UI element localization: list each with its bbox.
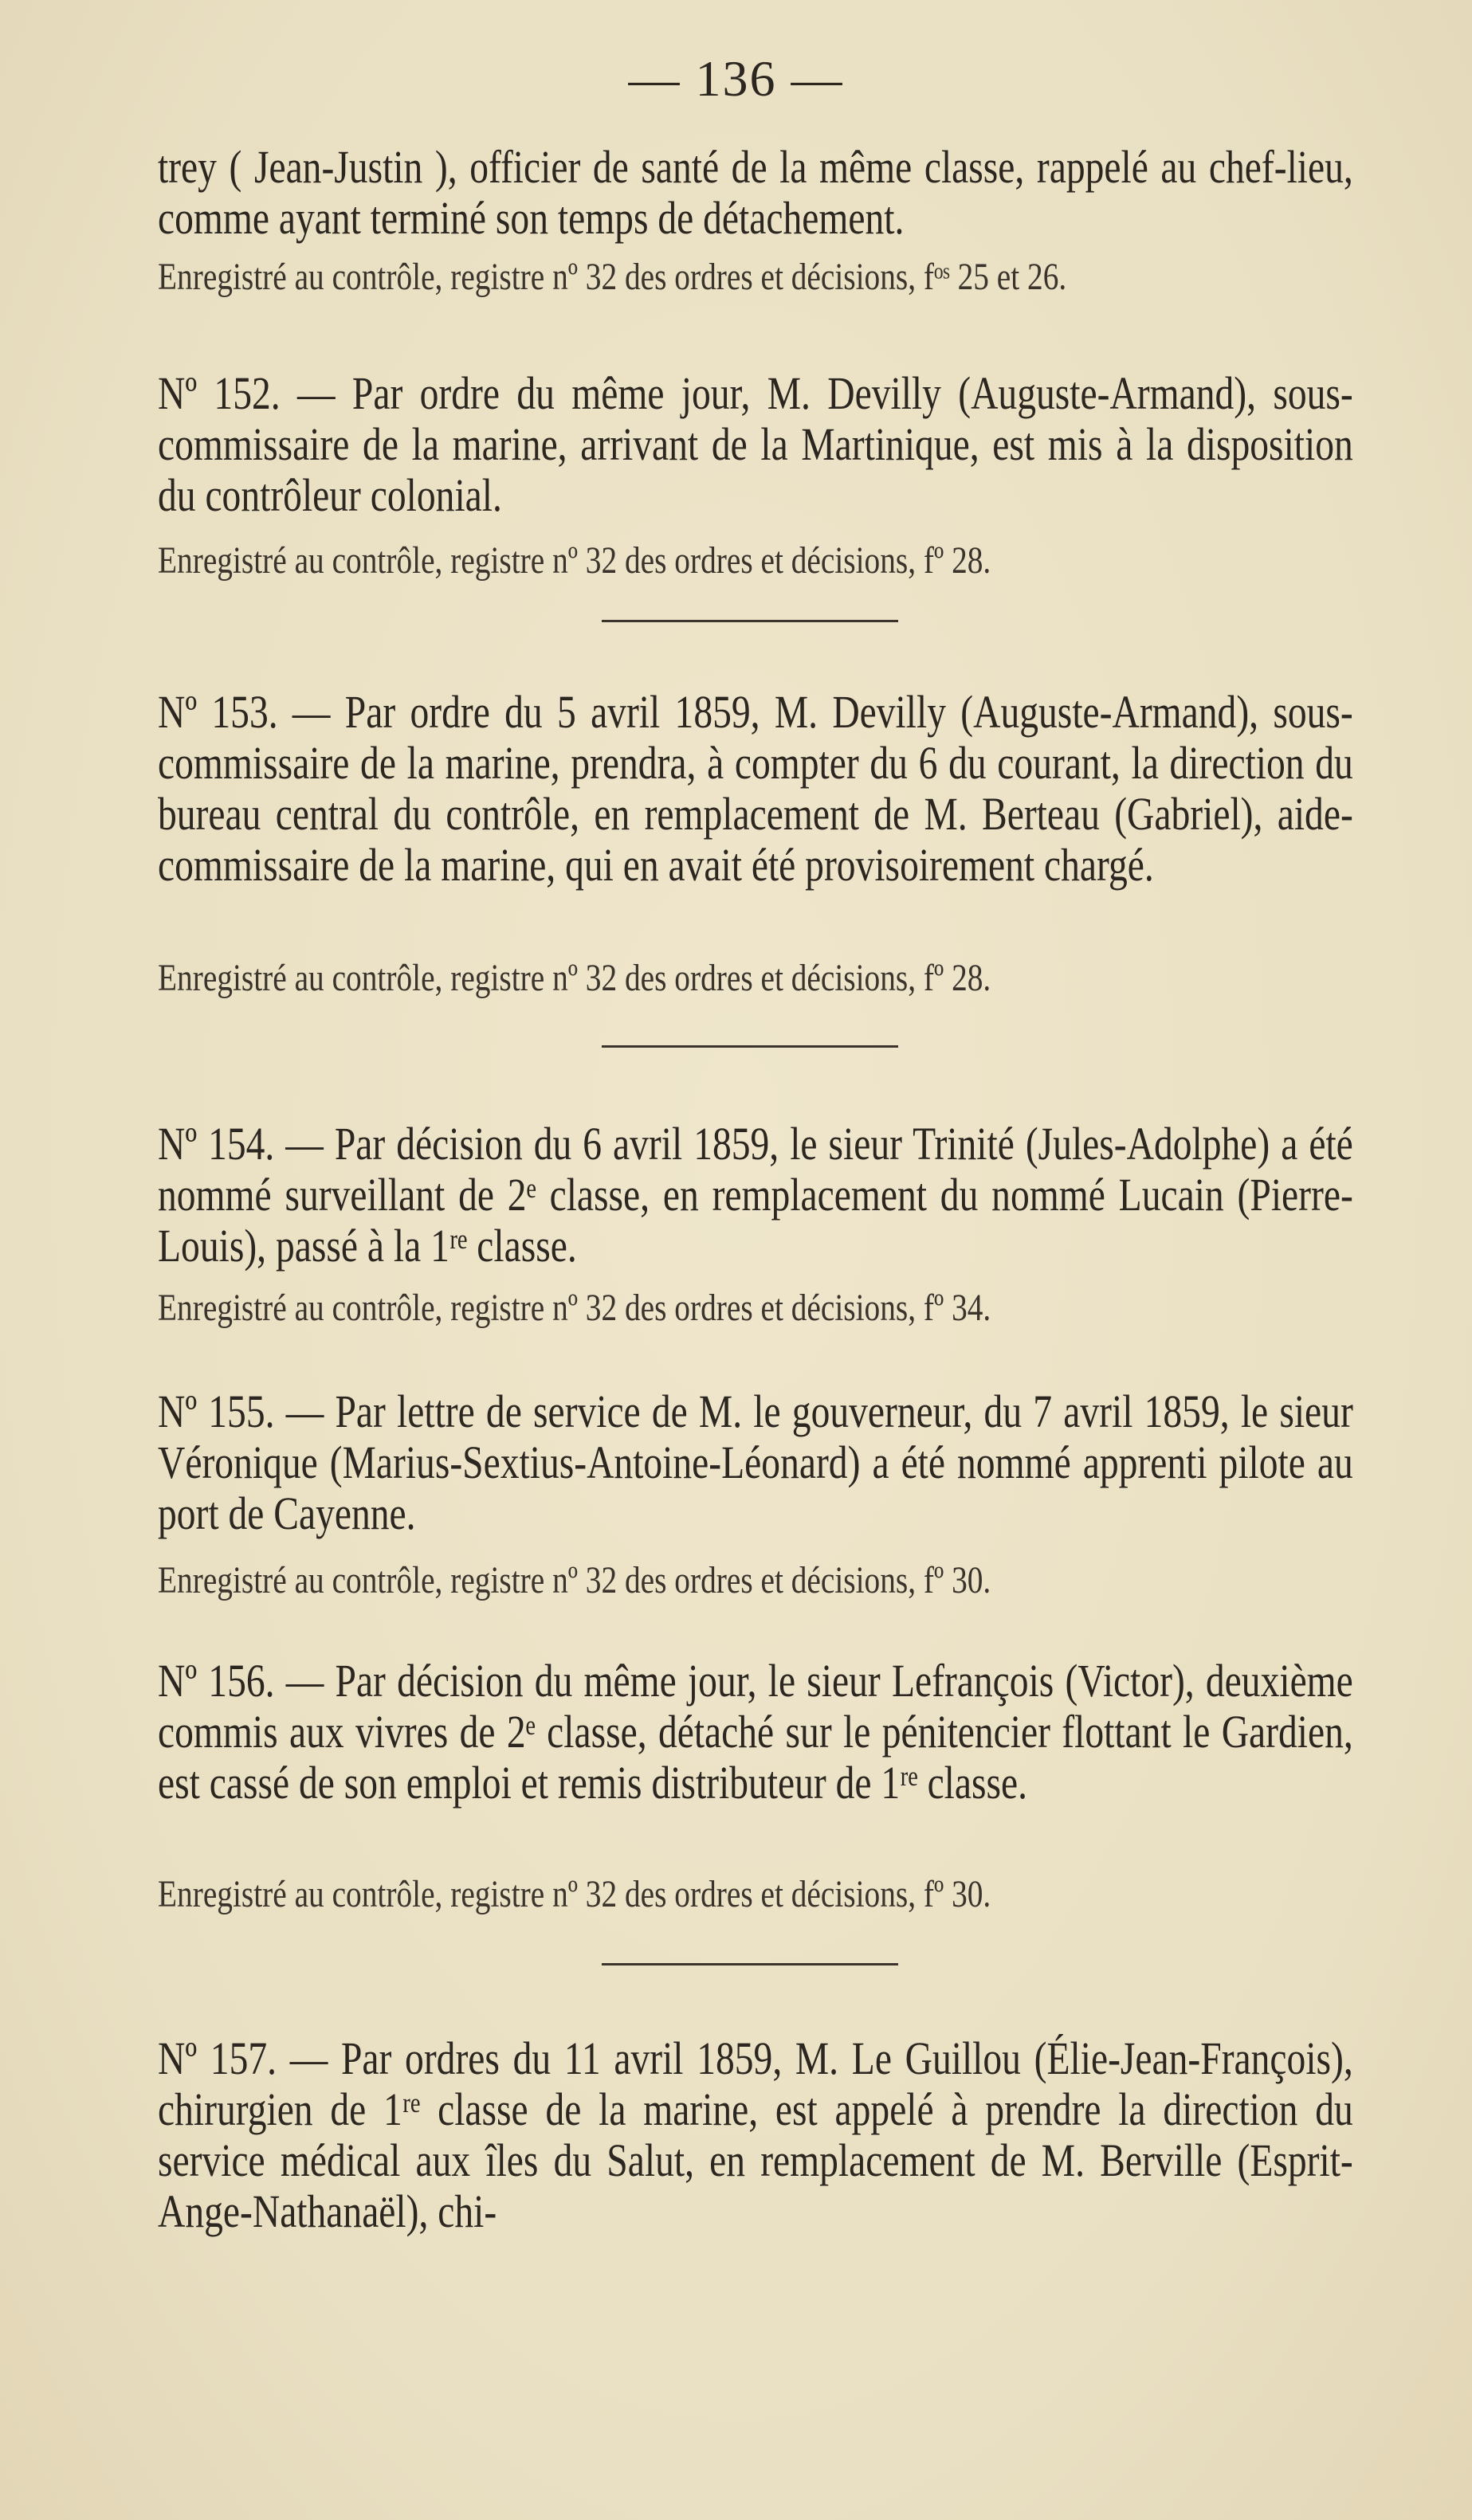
entry-body: Nº 155. — Par lettre de service de M. le gouverneur, du 7 avril 1859, le sieur Véronique (Marius-Sextius-Antoine-Léonard) a été nommé apprenti pilote au port de Cayenne.	[158, 1385, 1353, 1539]
entry-body: Nº 154. — Par décision du 6 avril 1859, le sieur Trinité (Jules-Adolphe) a été nommé surveillant de 2ᵉ classe, en remplacement du nommé Lucain (Pierre-Louis), passé à la 1ʳᵉ classe.	[158, 1118, 1353, 1272]
paragraph-entry	[158, 142, 1353, 244]
entry-body: Nº 152. — Par ordre du même jour, M. Devilly (Auguste-Armand), sous-commissaire de la marine, arrivant de la Martinique, est mis à la disposition du contrôleur colonial.	[158, 367, 1353, 521]
paragraph-entry	[158, 1656, 1353, 1809]
section-divider	[602, 1045, 898, 1048]
registration-line	[158, 1286, 1353, 1331]
entry-body: Nº 153. — Par ordre du 5 avril 1859, M. Devilly (Auguste-Armand), sous-commissaire de la marine, prendra, à compter du 6 du courant, la direction du bureau central du contrôle, en remplacement de M. Berteau (Gabriel), aide-commissaire de la marine, qui en avait été provisoirement chargé.	[158, 686, 1353, 891]
registration-line	[158, 1872, 1353, 1917]
paragraph-entry	[158, 687, 1353, 891]
entry-body: Nº 156. — Par décision du même jour, le sieur Lefrançois (Victor), deuxième commis aux vivres de 2ᵉ classe, détaché sur le pénitencier flottant le Gardien, est cassé de son emploi et remis distributeur de 1ʳᵉ classe.	[158, 1655, 1353, 1809]
registration-text: Enregistré au contrôle, registre nº 32 des ordres et décisions, fº 28.	[158, 957, 991, 999]
paragraph-entry	[158, 2033, 1353, 2237]
registration-line	[158, 956, 1353, 1001]
registration-text: Enregistré au contrôle, registre nº 32 des ordres et décisions, fº 34.	[158, 1287, 991, 1329]
registration-text: Enregistré au contrôle, registre nº 32 des ordres et décisions, fº 30.	[158, 1873, 991, 1915]
page-number: — 136 —	[628, 50, 844, 107]
registration-line	[158, 255, 1353, 300]
paragraph-entry	[158, 368, 1353, 521]
entry-body: Nº 157. — Par ordres du 11 avril 1859, M. Le Guillou (Élie-Jean-François), chirurgien de 1ʳᵉ classe de la marine, est appelé à prendre la direction du service médical aux îles du Salut, en remplacement de M. Berville (Esprit-Ange-Nathanaël), chi-	[158, 2032, 1353, 2237]
registration-line	[158, 539, 1353, 583]
registration-text: Enregistré au contrôle, registre nº 32 des ordres et décisions, fº 28.	[158, 539, 991, 582]
registration-text: Enregistré au contrôle, registre nº 32 des ordres et décisions, fº 30.	[158, 1559, 991, 1601]
paragraph-entry	[158, 1119, 1353, 1272]
entry-body: trey ( Jean-Justin ), officier de santé de la même classe, rappelé au chef-lieu, comme ayant terminé son temps de détachement.	[158, 141, 1353, 244]
paragraph-entry	[158, 1386, 1353, 1539]
registration-line	[158, 1558, 1353, 1603]
section-divider	[602, 620, 898, 622]
section-divider	[602, 1963, 898, 1965]
registration-text: Enregistré au contrôle, registre nº 32 des ordres et décisions, fᵒˢ 25 et 26.	[158, 256, 1067, 298]
